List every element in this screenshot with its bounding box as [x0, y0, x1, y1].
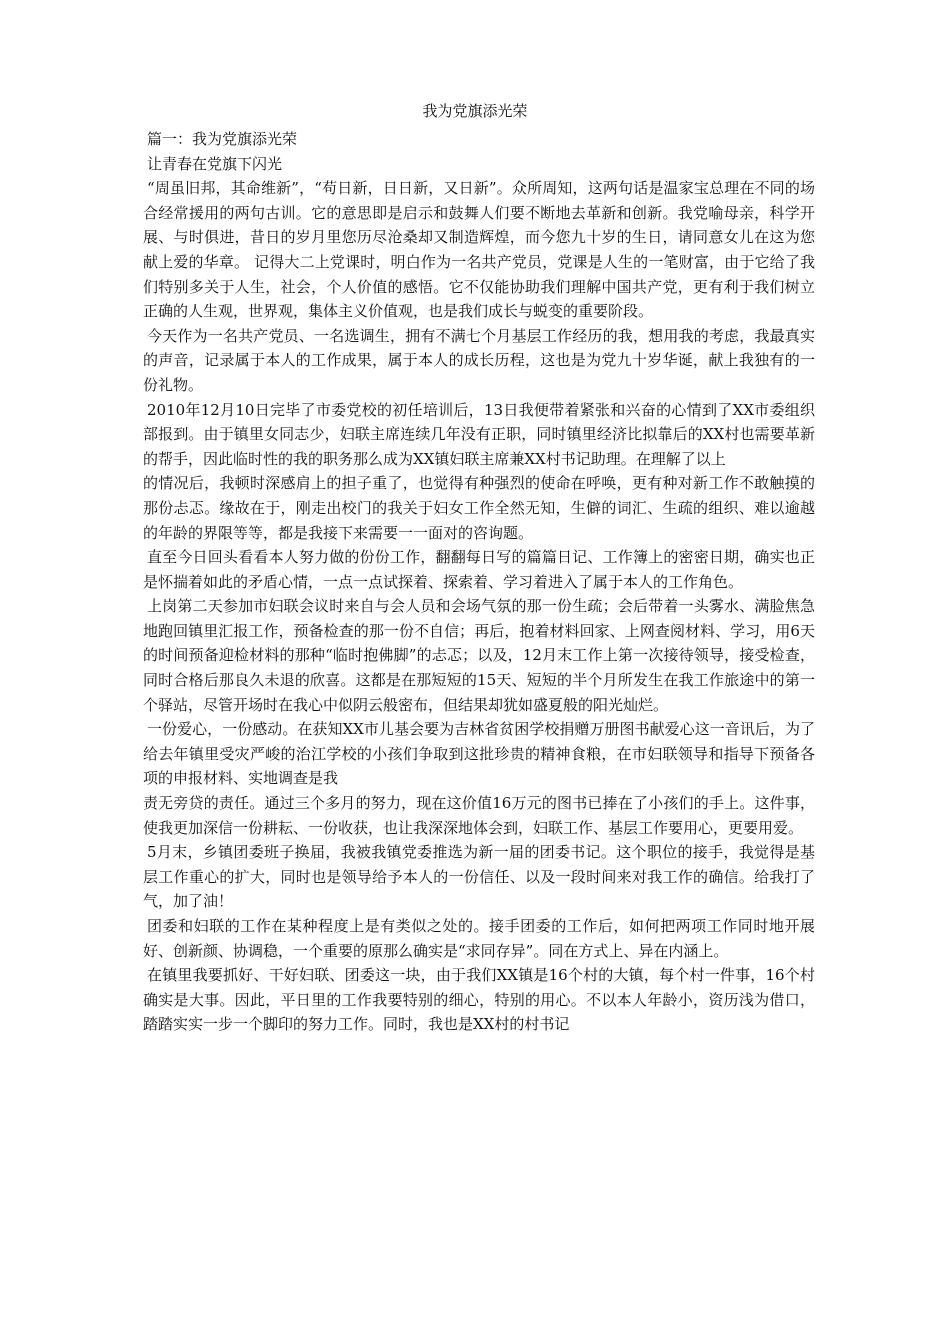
- paragraph: 上岗第二天参加市妇联会议时来自与会人员和会场气氛的那一份生疏；会后带着一头雾水、满脸焦急地跑回镇里汇报工作，预备检查的那一份不自信；再后，抱着材料回家、上网查阅材料、学习，用6天的时间预备迎检材料的那种“临时抱佛脚”的忐忑；以及，12月末工作上第一次接待领导，接受检查，同时合格后那良久未退的欣喜。这都是在那短短的15天、短短的半个月所发生在我工作旅途中的第一个驿站，尽管开场时在我心中似阴云般密布，但结果却犹如盛夏般的阳光灿烂。: [143, 597, 815, 714]
- paragraph: 团委和妇联的工作在某种程度上是有类似之处的。接手团委的工作后，如何把两项工作同时地开展好、创新颜、协调稳，一个重要的原那么确实是“求同存异”。同在方式上、异在内涵上。: [143, 917, 815, 960]
- paragraph: 5月末，乡镇团委班子换届，我被我镇党委推选为新一届的团委书记。这个职位的接手，我觉得是基层工作重心的扩大，同时也是领导给予本人的一份信任、以及一段时间来对我工作的确信。给我打了气，加了油！: [143, 843, 815, 911]
- paragraph: 直至今日回头看看本人努力做的份份工作，翻翻每日写的篇篇日记、工作簿上的密密日期，确实也正是怀揣着如此的矛盾心情，一点一点试探着、探索着、学习着进入了属于本人的工作角色。: [143, 548, 815, 591]
- paragraph: “周虽旧邦，其命维新”，“苟日新，日日新，又日新”。众所周知，这两句话是温家宝总理在不同的场合经常援用的两句古训。它的意思即是启示和鼓舞人们要不断地去革新和创新。我党喻母亲，科学开展、与时俱进，昔日的岁月里您历尽沧桑却又制造辉煌，而今您九十岁的生日，请同意女儿在这为您献上爱的华章。 记得大二上党课时，明白作为一名共产党员，党课是人生的一笔财富，由于它给了我们特别多关于人生，社会，个人价值的感悟。它不仅能协助我们理解中国共产党，更有利于我们树立正确的人生观，世界观，集体主义价值观，也是我们成长与蜕变的重要阶段。: [143, 179, 815, 321]
- article-subtitle: 让青春在党旗下闪光: [147, 154, 283, 173]
- section-heading: 篇一：我为党旗添光荣: [147, 130, 298, 148]
- paragraph: 的情况后，我顿时深感肩上的担子重了，也觉得有种强烈的使命在呼唤，更有种对新工作不敢触摸的那份忐忑。缘故在于，刚走出校门的我关于妇女工作全然无知，生僻的词汇、生疏的组织、难以逾越的年龄的界限等等，都是我接下来需要一一面对的咨询题。: [143, 474, 815, 542]
- paragraph: 2010年12月10日完毕了市委党校的初任培训后，13日我便带着紧张和兴奋的心情到了XX市委组织部报到。由于镇里女同志少，妇联主席连续几年没有正职，同时镇里经济比拟靠后的XX村也需要革新的帮手，因此临时性的我的职务那么成为XX镇妇联主席兼XX村书记助理。在理解了以上: [143, 400, 815, 468]
- document-title: 我为党旗添光荣: [422, 102, 528, 120]
- paragraph: 今天作为一名共产党员、一名选调生，拥有不满七个月基层工作经历的我，想用我的考虑，我最真实的声音，记录属于本人的工作成果，属于本人的成长历程，这也是为党九十岁华诞，献上我独有的一份礼物。: [143, 326, 815, 394]
- document-body: [143, 127, 815, 1037]
- paragraph: 在镇里我要抓好、干好妇联、团委这一块，由于我们XX镇是16个村的大镇，每个村一件事，16个村确实是大事。因此，平日里的工作我要特别的细心，特别的用心。不以本人年龄小，资历浅为借口，踏踏实实一步一个脚印的努力工作。同时，我也是XX村的村书记: [143, 966, 815, 1034]
- paragraph: 责无旁贷的责任。通过三个多月的努力，现在这价值16万元的图书已捧在了小孩们的手上。这件事，使我更加深信一份耕耘、一份收获，也让我深深地体会到，妇联工作、基层工作要用心，更要用爱。: [143, 794, 815, 837]
- paragraph: 一份爱心，一份感动。在获知XX市儿基会要为吉林省贫困学校捐赠万册图书献爱心这一音讯后，为了给去年镇里受灾严峻的治江学校的小孩们争取到这批珍贵的精神食粮，在市妇联领导和指导下预备各项的申报材料、实地调查是我: [143, 720, 815, 788]
